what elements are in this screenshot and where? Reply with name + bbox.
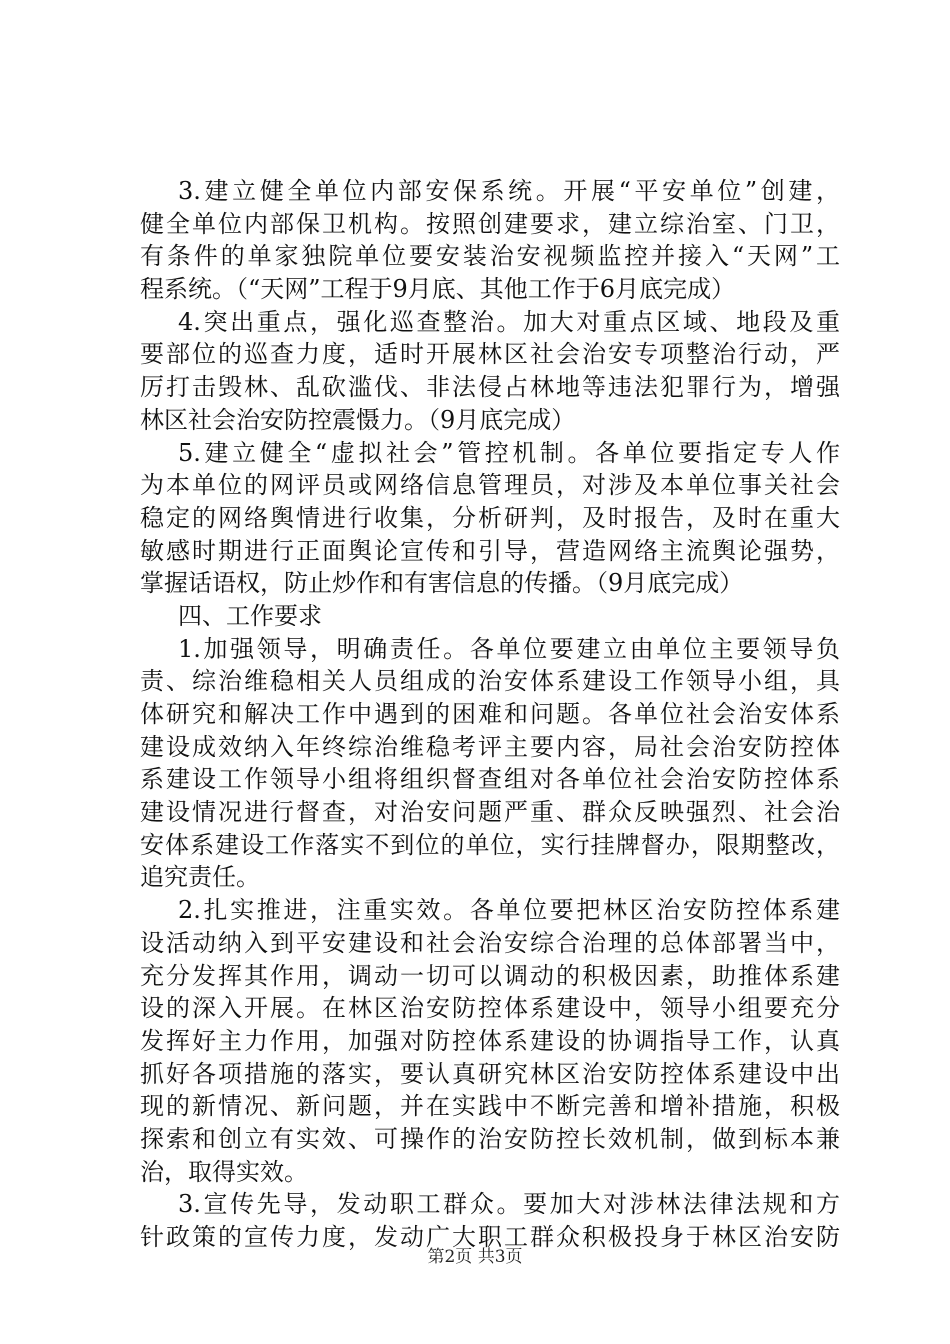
text-line: 针政策的宣传力度，发动广大职工群众积极投身于林区治安防 (140, 1223, 840, 1251)
text-line: 4.突出重点，强化巡查整治。加大对重点区域、地段及重 (178, 307, 840, 336)
text-line: 现的新情况、新问题，并在实践中不断完善和增补措施，积极 (140, 1092, 840, 1121)
text-line: 设的深入开展。在林区治安防控体系建设中，领导小组要充分 (140, 994, 840, 1023)
text-line: 系建设工作领导小组将组织督查组对各单位社会治安防控体系 (140, 765, 840, 794)
text-line: 要部位的巡查力度，适时开展林区社会治安专项整治行动，严 (140, 340, 840, 369)
text-line: 抓好各项措施的落实，要认真研究林区治安防控体系建设中出 (140, 1059, 840, 1088)
text-line: 四、工作要求 (178, 601, 322, 630)
text-line: 安体系建设工作落实不到位的单位，实行挂牌督办，限期整改， (140, 830, 840, 859)
text-line: 探索和创立有实效、可操作的治安防控长效机制，做到标本兼 (140, 1124, 840, 1153)
text-line: 3.建立健全单位内部安保系统。开展“平安单位”创建， (178, 177, 840, 205)
text-line: 掌握话语权，防止炒作和有害信息的传播。（9月底完成） (140, 569, 744, 598)
document-body (140, 175, 840, 1254)
text-line: 5.建立健全“虚拟社会”管控机制。各单位要指定专人作 (178, 438, 840, 467)
text-line: 2.扎实推进，注重实效。各单位要把林区治安防控体系建 (178, 896, 840, 925)
text-line: 敏感时期进行正面舆论宣传和引导，营造网络主流舆论强势， (140, 536, 840, 565)
text-line: 健全单位内部保卫机构。按照创建要求，建立综治室、门卫， (140, 209, 840, 238)
text-line: 1.加强领导，明确责任。各单位要建立由单位主要领导负 (178, 634, 840, 663)
text-line: 责、综治维稳相关人员组成的治安体系建设工作领导小组，具 (140, 667, 840, 696)
text-line: 发挥好主力作用，加强对防控体系建设的协调指导工作，认真 (140, 1026, 840, 1055)
text-line: 程系统。（“天网”工程于9月底、其他工作于6月底完成） (140, 275, 736, 304)
text-line: 治，取得实效。 (140, 1157, 308, 1186)
text-line: 林区社会治安防控震慑力。（9月底完成） (140, 405, 576, 434)
text-line: 体研究和解决工作中遇到的困难和问题。各单位社会治安体系 (140, 700, 840, 728)
text-line: 稳定的网络舆情进行收集，分析研判，及时报告，及时在重大 (140, 503, 840, 532)
text-line: 3.宣传先导，发动职工群众。要加大对涉林法律法规和方 (178, 1190, 840, 1219)
text-line: 有条件的单家独院单位要安装治安视频监控并接入“天网”工 (140, 242, 840, 271)
text-line: 充分发挥其作用，调动一切可以调动的积极因素，助推体系建 (140, 961, 840, 990)
text-line: 为本单位的网评员或网络信息管理员，对涉及本单位事关社会 (140, 471, 840, 500)
text-line: 厉打击毁林、乱砍滥伐、非法侵占林地等违法犯罪行为，增强 (140, 373, 840, 402)
text-line: 建设情况进行督查，对治安问题严重、群众反映强烈、社会治 (140, 798, 840, 827)
text-line: 追究责任。 (140, 863, 260, 892)
page-footer: 第2页 共3页 (427, 1247, 523, 1267)
text-line: 设活动纳入到平安建设和社会治安综合治理的总体部署当中， (140, 928, 840, 957)
text-line: 建设成效纳入年终综治维稳考评主要内容，局社会治安防控体 (140, 732, 840, 761)
